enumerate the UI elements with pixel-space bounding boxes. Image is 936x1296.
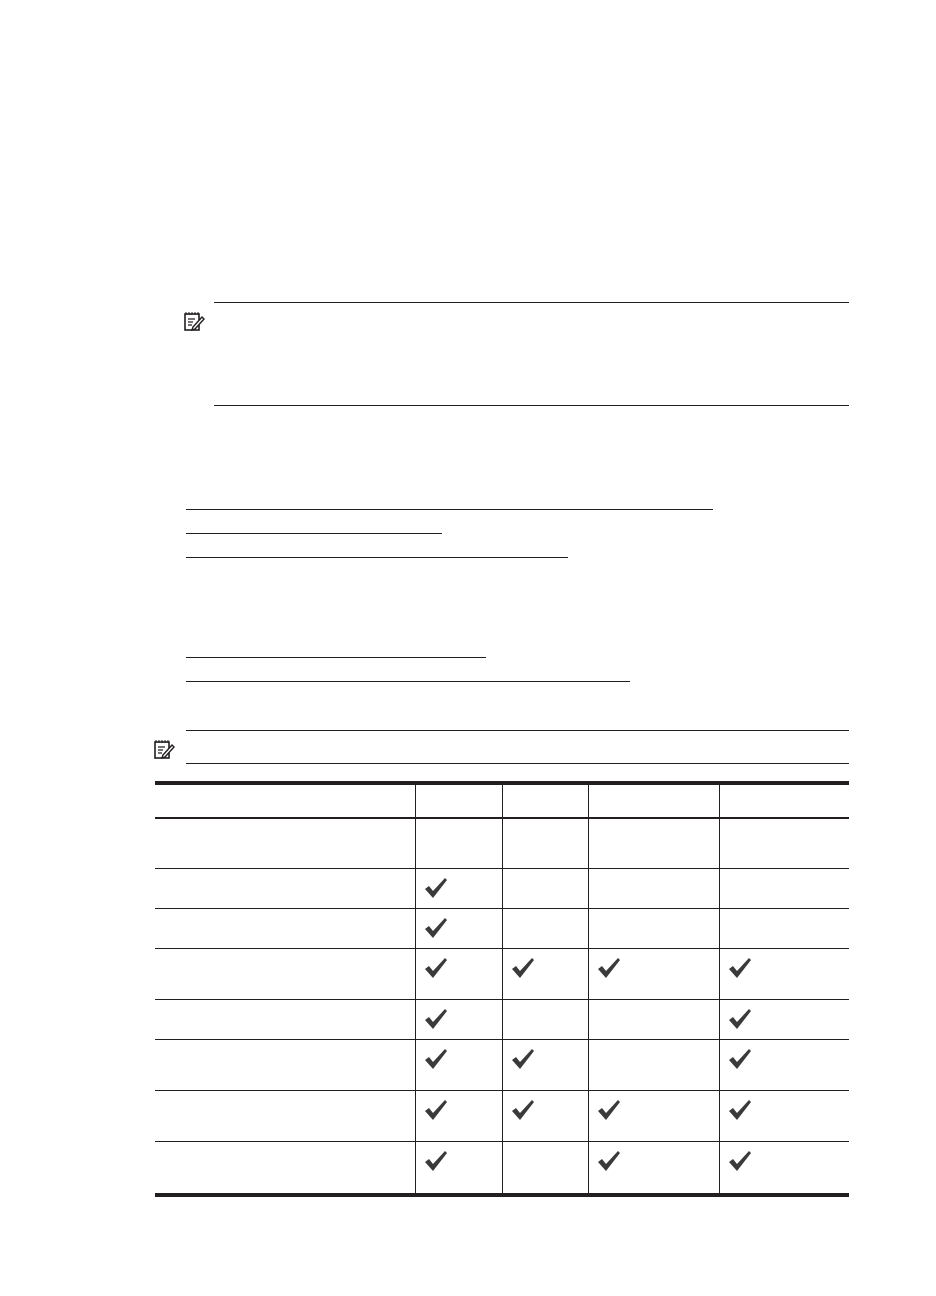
checkmark-icon xyxy=(424,1099,448,1121)
checkmark-icon xyxy=(597,1150,621,1172)
checkmark-icon xyxy=(424,877,448,899)
checkmark-icon xyxy=(728,1150,752,1172)
checkmark-icon xyxy=(728,957,752,979)
note-2-bottom-rule xyxy=(186,763,849,764)
link-1[interactable] xyxy=(186,509,713,510)
table-column-rule xyxy=(502,785,503,1193)
checkmark-icon xyxy=(728,1099,752,1121)
checkmark-icon xyxy=(511,957,535,979)
note-bottom-rule xyxy=(214,405,849,406)
checkmark-icon xyxy=(511,1048,535,1070)
checkmark-icon xyxy=(597,957,621,979)
checkmark-icon xyxy=(424,1048,448,1070)
checkmark-icon xyxy=(424,1008,448,1030)
note-icon xyxy=(183,310,205,332)
table-column-rule xyxy=(719,785,720,1193)
checkmark-icon xyxy=(424,957,448,979)
table-column-rule xyxy=(415,785,416,1193)
checkmark-icon xyxy=(728,1048,752,1070)
note-2-top-rule xyxy=(186,730,849,731)
checkmark-icon xyxy=(597,1099,621,1121)
link-2[interactable] xyxy=(186,533,442,534)
checkmark-icon xyxy=(424,1150,448,1172)
table-bottom-rule xyxy=(155,1193,849,1197)
link-5[interactable] xyxy=(186,681,630,682)
link-3[interactable] xyxy=(186,557,568,558)
link-4[interactable] xyxy=(186,657,486,658)
checkmark-icon xyxy=(511,1099,535,1121)
compatibility-table xyxy=(155,781,849,1197)
note-icon xyxy=(153,738,175,760)
checkmark-icon xyxy=(728,1008,752,1030)
checkmark-icon xyxy=(424,917,448,939)
table-column-rule xyxy=(588,785,589,1193)
note-top-rule xyxy=(214,302,849,303)
